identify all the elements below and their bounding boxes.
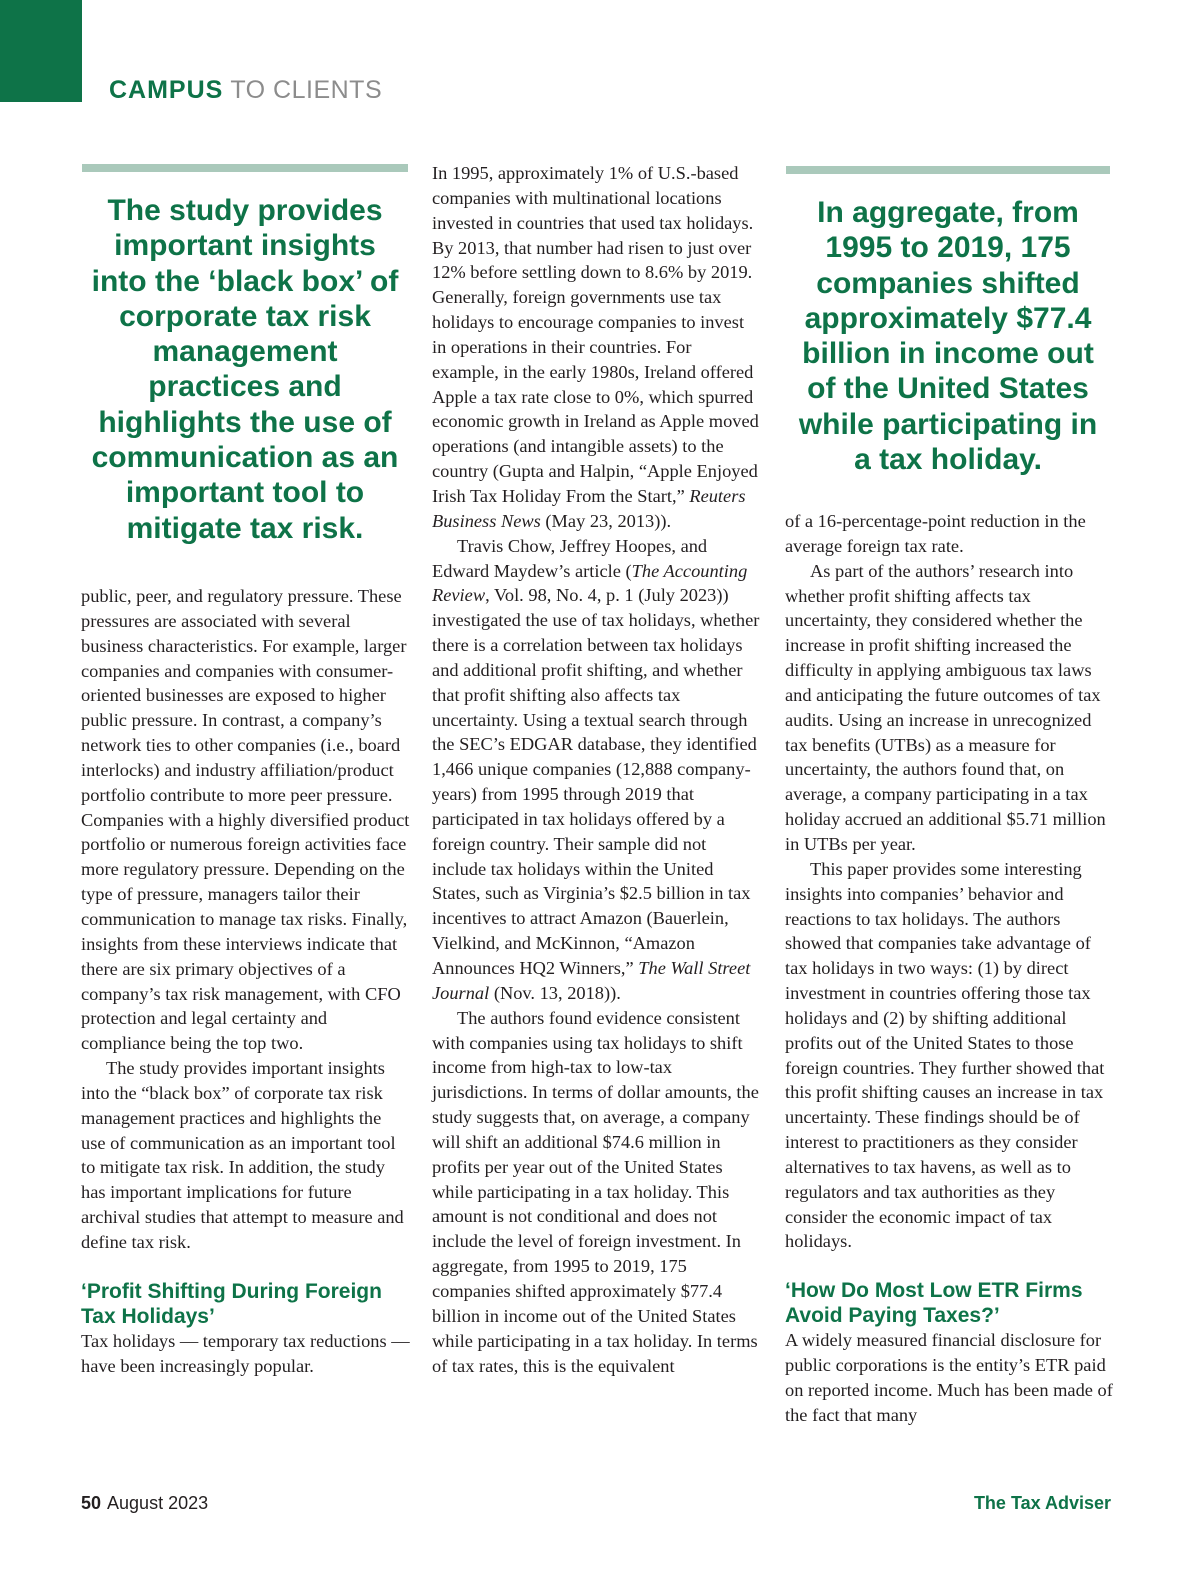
col2-paragraph-1	[432, 161, 762, 534]
pullquote-right: In aggregate, from 1995 to 2019, 175 companies shifted approximately $77.4 billion in income out of the United States while participating in a tax holiday.	[798, 196, 1098, 477]
col2-paragraph-2	[432, 534, 762, 1006]
col2-p1-text-b: (May 23, 2013)).	[540, 510, 672, 531]
col2-p1-text-a: In 1995, approximately 1% of U.S.-based companies with multinational locations invested in countries that used tax holidays. By 2013, that number had risen to just over 12% before settling down to 8.6% by 2019. Generally, foreign governments use tax holidays to encourage companies to invest in operations in their countries. For example, in the early 1980s, Ireland offered Apple a tax rate close to 0%, which spurred economic growth in Ireland as Apple moved operations (and intangible assets) to the country (Gupta and Halpin, “Apple Enjoyed Irish Tax Holiday From the Start,”	[432, 163, 759, 506]
subhead-low-etr-firms: ‘How Do Most Low ETR Firms Avoid Paying Taxes?’	[785, 1279, 1083, 1328]
col2-p1-italic-source: Reuters Business News	[432, 485, 746, 531]
col2-p2-text-c: (Nov. 13, 2018)).	[489, 982, 621, 1003]
column-1	[81, 584, 410, 1378]
corner-color-block	[0, 0, 82, 102]
section-header	[109, 76, 382, 105]
col1-paragraph-3: Tax holidays — temporary tax reductions — have been increasingly popular.	[81, 1330, 410, 1376]
column-3	[785, 509, 1115, 1428]
subhead-profit-shifting: ‘Profit Shifting During Foreign Tax Holidays’	[81, 1279, 382, 1328]
pullquote-rule-right	[786, 166, 1110, 174]
col3-paragraph-2: As part of the authors’ research into whether profit shifting affects tax uncertainty, they considered whether the increase in profit shifting increased the difficulty in applying ambiguous tax laws and anticipating the future outcomes of tax audits. Using an increase in unrecognized tax benefits (UTBs) as a measure for uncertainty, the authors found that, on average, a company participating in a tax holiday accrued an additional $5.71 million in UTBs per year.	[785, 560, 1106, 854]
col3-paragraph-4: A widely measured financial disclosure for public corporations is the entity’s ETR paid on reported income. Much has been made of the fact that many	[785, 1330, 1113, 1425]
page-number: 50	[81, 1493, 102, 1513]
col1-paragraph-2: The study provides important insights into the “black box” of corporate tax risk management practices and highlights the use of communication as an important tool to mitigate tax risk. In addition, the study has important implications for future archival studies that attempt to measure and define tax risk.	[81, 1058, 404, 1252]
column-2	[432, 161, 762, 1378]
footer-page-info	[81, 1493, 208, 1514]
pullquote-left: The study provides important insights into the ‘black box’ of corporate tax risk management practices and highlights the use of communication as an important tool to mitigate tax risk.	[91, 194, 399, 545]
col2-p2-italic-wsj: The Wall Street Journal	[432, 958, 751, 1003]
section-header-strong: CAMPUS	[109, 76, 224, 104]
col2-p2-text-b: , Vol. 98, No. 4, p. 1 (July 2023)) investigated the use of tax holidays, whether there is a correlation between tax holidays and additional profit shifting, and whether that profit shifting also affects tax uncertainty. Using a textual search through the SEC’s EDGAR database, they identified 1,466 unique companies (12,888 company-years) from 1995 through 2019 that participated in tax holidays offered by a foreign country. Their sample did not include tax holidays within the United States, such as Virginia’s $2.5 billion in tax incentives to attract Amazon (Bauerlein, Vielkind, and McKinnon, “Amazon Announces HQ2 Winners,”	[432, 585, 760, 978]
col2-paragraph-3: The authors found evidence consistent with companies using tax holidays to shift income from high-tax to low-tax jurisdictions. In terms of dollar amounts, the study suggests that, on average, a company will shift an additional $74.6 million in profits per year out of the United States while participating in a tax holiday. This amount is not conditional and does not include the level of foreign investment. In aggregate, from 1995 to 2019, 175 companies shifted approximately $77.4 billion in income out of the United States while participating in a tax holiday. In terms of tax rates, this is the equivalent	[432, 1007, 759, 1376]
pullquote-rule-left	[82, 164, 408, 172]
col3-paragraph-1: of a 16-percentage-point reduction in the average foreign tax rate.	[785, 511, 1086, 556]
col2-p2-text-a: Travis Chow, Jeffrey Hoopes, and Edward Maydew’s article (	[432, 535, 708, 581]
col1-paragraph-1: public, peer, and regulatory pressure. These pressures are associated with several business characteristics. For example, larger companies and companies with consumer-oriented businesses are exposed to higher public pressure. In contrast, a company’s network ties to other companies (i.e., board interlocks) and industry affiliation/product portfolio contribute to more peer pressure. Companies with a highly diversified product portfolio or numerous foreign activities face more regulatory pressure. Depending on the type of pressure, managers tailor their communication to manage tax risks. Finally, insights from these interviews indicate that there are six primary objectives of a company’s tax risk management, with CFO protection and legal certainty and compliance being the top two.	[81, 586, 410, 1054]
footer-publication: The Tax Adviser	[973, 1493, 1111, 1513]
col2-p2-italic-journal: The Accounting Review	[432, 560, 748, 606]
col3-paragraph-3: This paper provides some interesting insights into companies’ behavior and reactions to tax holidays. The authors showed that companies take advantage of tax holidays in two ways: (1) by direct investment in countries offering those tax holidays and (2) by shifting additional profits out of the United States to those foreign countries. They further showed that this profit shifting causes an increase in tax uncertainty. These findings should be of interest to practitioners as they consider alternatives to tax havens, as well as to regulators and tax authorities as they consider the economic impact of tax holidays.	[785, 858, 1105, 1252]
section-header-rest: TO CLIENTS	[223, 76, 383, 104]
issue-date: August 2023	[107, 1493, 209, 1513]
